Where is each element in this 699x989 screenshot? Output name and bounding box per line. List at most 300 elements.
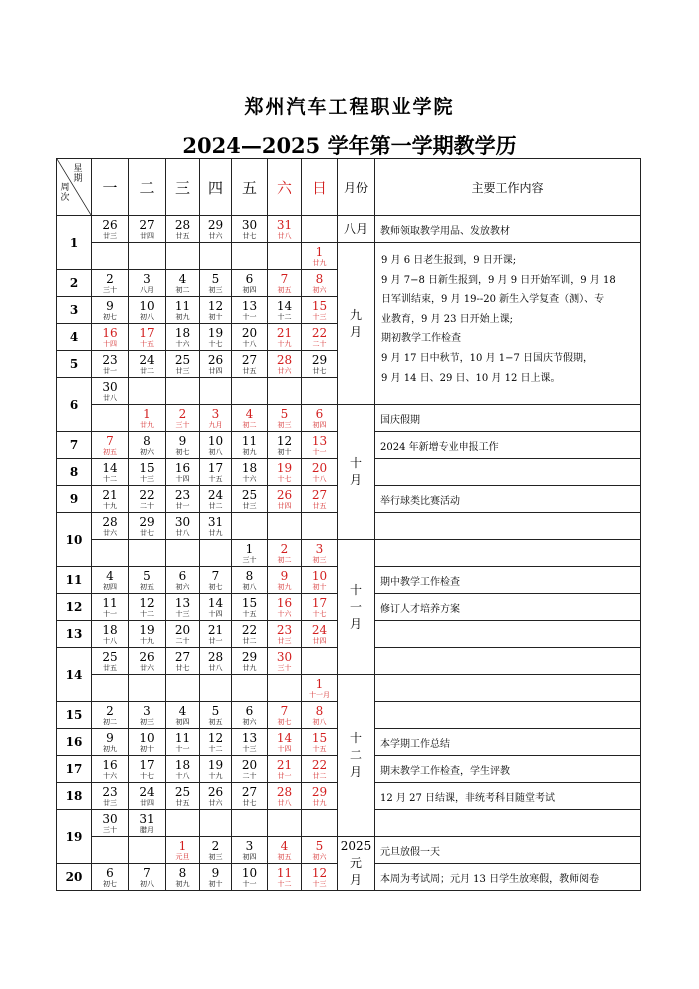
day-number: 29 (241, 649, 258, 664)
day-cell (200, 540, 232, 567)
day-number: 3 (143, 703, 151, 718)
lunar-date: 廿二 (312, 771, 327, 780)
lunar-date: 廿七 (140, 528, 154, 537)
day-cell (232, 513, 268, 540)
day-cell (268, 540, 302, 567)
day-number: 25 (241, 487, 258, 502)
day-cell (166, 783, 200, 810)
lunar-date: 十一 (242, 879, 257, 888)
day-number: 12 (276, 433, 293, 448)
day-number: 23 (174, 487, 191, 502)
lunar-date: 十四 (208, 609, 223, 618)
day-cell (92, 594, 129, 621)
day-number: 31 (207, 514, 224, 529)
work-item (375, 648, 641, 675)
day-number: 7 (280, 271, 289, 286)
lunar-date: 初九 (175, 879, 190, 888)
day-cell (200, 351, 232, 378)
day-number: 2 (106, 703, 114, 718)
day-cell (92, 702, 129, 729)
lunar-date: 初七 (103, 312, 117, 321)
day-cell (92, 513, 129, 540)
day-cell (302, 864, 338, 891)
day-number: 12 (311, 865, 328, 880)
college-title: 郑州汽车工程职业学院 (244, 96, 455, 118)
lunar-date: 初八 (208, 447, 223, 456)
day-number: 20 (174, 622, 191, 637)
day-cell (166, 729, 200, 756)
lunar-date: 廿二 (242, 636, 257, 645)
lunar-date: 初九 (277, 582, 292, 591)
day-cell (302, 756, 338, 783)
week-number: 4 (57, 324, 92, 351)
day-number: 30 (241, 217, 258, 232)
day-cell (302, 324, 338, 351)
month-label: 九 月 (338, 243, 375, 405)
day-cell (268, 837, 302, 864)
week-number: 20 (57, 864, 92, 891)
day-number: 6 (178, 568, 187, 583)
day-cell (302, 675, 338, 702)
calendar-row (57, 540, 641, 567)
day-cell (302, 621, 338, 648)
lunar-date: 二十 (175, 636, 190, 645)
lunar-date: 廿七 (242, 798, 257, 807)
day-number: 20 (311, 460, 328, 475)
lunar-date: 初九 (175, 312, 190, 321)
lunar-date: 十三 (175, 609, 190, 618)
lunar-date: 初六 (312, 852, 327, 861)
day-number: 24 (139, 784, 155, 799)
teaching-calendar-table (56, 158, 641, 891)
day-cell (92, 567, 129, 594)
lunar-date: 初五 (103, 447, 117, 456)
day-cell (302, 783, 338, 810)
day-number: 15 (311, 730, 328, 745)
day-cell (200, 702, 232, 729)
lunar-date: 十五 (140, 339, 154, 348)
lunar-date: 廿九 (312, 258, 327, 267)
day-cell (302, 432, 338, 459)
corner-cell (57, 159, 92, 216)
day-cell (232, 783, 268, 810)
day-cell (232, 459, 268, 486)
day-number: 14 (276, 730, 293, 745)
day-cell (200, 675, 232, 702)
day-cell (268, 459, 302, 486)
day-number: 29 (207, 217, 224, 232)
day-number: 13 (241, 730, 258, 745)
day-cell (232, 405, 268, 432)
day-number: 28 (207, 649, 224, 664)
day-cell (200, 459, 232, 486)
lunar-date: 初五 (277, 285, 292, 294)
day-number: 5 (315, 838, 324, 853)
day-cell (302, 297, 338, 324)
lunar-date: 廿六 (208, 798, 223, 807)
lunar-date: 廿五 (242, 366, 257, 375)
week-number: 9 (57, 486, 92, 513)
day-cell (200, 486, 232, 513)
day-number: 16 (102, 757, 118, 772)
lunar-date: 十八 (175, 771, 190, 780)
day-cell (302, 594, 338, 621)
day-number: 31 (139, 811, 155, 826)
day-cell (92, 216, 129, 243)
calendar-title: 2024—2025 学年第一学期教学历 (182, 133, 517, 158)
day-number: 5 (280, 406, 289, 421)
lunar-date: 廿八 (277, 231, 292, 240)
day-cell (302, 351, 338, 378)
work-item: 期中教学工作检查 (375, 567, 641, 594)
day-number: 24 (139, 352, 155, 367)
lunar-date: 十一 (175, 744, 190, 753)
day-number: 2 (280, 541, 289, 556)
day-number: 1 (178, 838, 187, 853)
day-cell (232, 621, 268, 648)
day-cell (92, 864, 129, 891)
lunar-date: 十四 (103, 339, 117, 348)
lunar-date: 三十 (103, 285, 117, 294)
day-cell (166, 486, 200, 513)
day-cell (92, 486, 129, 513)
day-cell (129, 459, 166, 486)
lunar-date: 初十 (277, 447, 292, 456)
lunar-date: 初九 (242, 447, 257, 456)
day-cell (129, 216, 166, 243)
day-number: 6 (106, 865, 114, 880)
lunar-date: 廿一 (277, 771, 292, 780)
day-cell (268, 675, 302, 702)
lunar-date: 十三 (312, 312, 327, 321)
work-item: 本学期工作总结 (375, 729, 641, 756)
day-cell (129, 297, 166, 324)
day-cell (129, 675, 166, 702)
lunar-date: 十二 (277, 312, 292, 321)
day-cell (302, 459, 338, 486)
corner-day-label: 星 期 (73, 164, 83, 184)
day-cell (166, 351, 200, 378)
lunar-date: 初八 (312, 717, 327, 726)
day-number: 23 (102, 352, 118, 367)
day-number: 26 (139, 649, 155, 664)
day-cell (200, 324, 232, 351)
day-cell (268, 702, 302, 729)
day-number: 3 (315, 541, 324, 556)
lunar-date: 初七 (103, 879, 117, 888)
day-number: 5 (211, 703, 220, 718)
day-number: 16 (102, 325, 118, 340)
day-cell (232, 864, 268, 891)
lunar-date: 十二 (103, 474, 117, 483)
day-cell (200, 270, 232, 297)
lunar-date: 初三 (140, 717, 154, 726)
day-number: 26 (207, 352, 224, 367)
day-number: 17 (207, 460, 224, 475)
day-cell (268, 378, 302, 405)
lunar-date: 廿八 (175, 528, 190, 537)
day-number: 10 (311, 568, 328, 583)
day-number: 4 (245, 406, 254, 421)
day-cell (200, 729, 232, 756)
lunar-date: 十四 (175, 474, 190, 483)
month-label: 十 一 月 (338, 540, 375, 675)
header-wed: 三 (166, 159, 200, 216)
day-number: 1 (143, 406, 151, 421)
day-cell (166, 513, 200, 540)
day-cell (92, 405, 129, 432)
lunar-date: 十二 (208, 744, 223, 753)
day-number: 15 (311, 298, 328, 313)
day-number: 18 (174, 757, 191, 772)
day-cell (129, 810, 166, 837)
week-number: 8 (57, 459, 92, 486)
day-cell (92, 243, 129, 270)
day-cell (129, 378, 166, 405)
day-cell (268, 621, 302, 648)
lunar-date: 元旦 (175, 852, 190, 861)
work-item (375, 513, 641, 540)
lunar-date: 初七 (277, 717, 292, 726)
day-number: 7 (211, 568, 220, 583)
lunar-date: 初四 (242, 285, 257, 294)
lunar-date: 十九 (208, 771, 223, 780)
day-cell (200, 864, 232, 891)
lunar-date: 十二 (140, 609, 154, 618)
lunar-date: 十九 (140, 636, 154, 645)
day-number: 22 (139, 487, 155, 502)
week-number: 6 (57, 378, 92, 432)
day-cell (302, 378, 338, 405)
day-number: 17 (139, 757, 155, 772)
day-number: 28 (276, 352, 293, 367)
day-number: 4 (178, 703, 187, 718)
lunar-date: 初二 (277, 555, 292, 564)
day-cell (166, 297, 200, 324)
lunar-date: 初二 (103, 717, 117, 726)
day-cell (302, 405, 338, 432)
header-mon: 一 (92, 159, 129, 216)
day-cell (302, 243, 338, 270)
day-number: 21 (276, 325, 293, 340)
day-number: 16 (276, 595, 293, 610)
lunar-date: 三十 (277, 663, 292, 672)
lunar-date: 初八 (140, 879, 154, 888)
day-cell (92, 756, 129, 783)
lunar-date: 二十 (242, 771, 257, 780)
day-cell (268, 324, 302, 351)
work-item: 国庆假期 (375, 405, 641, 432)
month-label: 十 二 月 (338, 675, 375, 837)
day-number: 25 (174, 352, 191, 367)
week-number: 7 (57, 432, 92, 459)
day-number: 4 (280, 838, 289, 853)
day-number: 16 (174, 460, 191, 475)
day-number: 21 (102, 487, 118, 502)
day-cell (268, 594, 302, 621)
day-cell (92, 729, 129, 756)
day-cell (166, 540, 200, 567)
day-cell (200, 216, 232, 243)
lunar-date: 廿五 (175, 231, 190, 240)
lunar-date: 廿六 (277, 366, 292, 375)
day-number: 11 (276, 865, 293, 880)
lunar-date: 廿五 (175, 798, 190, 807)
day-number: 1 (315, 676, 324, 691)
day-cell (302, 567, 338, 594)
day-number: 13 (241, 298, 258, 313)
lunar-date: 廿四 (208, 366, 223, 375)
day-number: 26 (102, 217, 118, 232)
day-number: 26 (207, 784, 224, 799)
lunar-date: 初七 (175, 447, 190, 456)
day-cell (232, 378, 268, 405)
day-cell (200, 594, 232, 621)
lunar-date: 廿三 (277, 636, 292, 645)
day-cell (200, 756, 232, 783)
day-cell (232, 702, 268, 729)
day-number: 6 (245, 271, 254, 286)
day-number: 14 (276, 298, 293, 313)
day-cell (129, 648, 166, 675)
lunar-date: 初六 (312, 285, 327, 294)
lunar-date: 廿九 (208, 528, 223, 537)
lunar-date: 初七 (208, 582, 223, 591)
day-number: 14 (102, 460, 118, 475)
day-number: 5 (211, 271, 220, 286)
lunar-date: 廿七 (242, 231, 257, 240)
lunar-date: 十六 (277, 609, 292, 618)
lunar-date: 廿五 (312, 501, 327, 510)
day-number: 12 (139, 595, 155, 610)
lunar-date: 十六 (103, 771, 117, 780)
day-cell (268, 486, 302, 513)
day-cell (92, 621, 129, 648)
lunar-date: 廿一 (175, 501, 190, 510)
day-cell (200, 378, 232, 405)
day-cell (92, 351, 129, 378)
day-number: 22 (311, 757, 328, 772)
day-cell (302, 270, 338, 297)
day-number: 26 (276, 487, 293, 502)
week-number: 19 (57, 810, 92, 864)
day-cell (268, 243, 302, 270)
day-cell (129, 837, 166, 864)
calendar-row (57, 837, 641, 864)
day-number: 7 (106, 433, 114, 448)
day-number: 8 (143, 433, 151, 448)
lunar-date: 廿三 (242, 501, 257, 510)
day-number: 21 (207, 622, 224, 637)
day-cell (268, 270, 302, 297)
day-cell (92, 837, 129, 864)
day-number: 23 (276, 622, 293, 637)
day-number: 19 (276, 460, 293, 475)
day-number: 18 (102, 622, 118, 637)
lunar-date: 初十 (208, 312, 223, 321)
header-tue: 二 (129, 159, 166, 216)
lunar-date: 十七 (140, 771, 154, 780)
day-cell (166, 675, 200, 702)
day-number: 21 (276, 757, 293, 772)
work-item: 举行球类比赛活动 (375, 486, 641, 513)
calendar-row (57, 675, 641, 702)
lunar-date: 初六 (242, 717, 257, 726)
week-number: 13 (57, 621, 92, 648)
day-number: 6 (315, 406, 324, 421)
day-number: 29 (311, 352, 328, 367)
lunar-date: 初二 (242, 420, 257, 429)
day-cell (92, 297, 129, 324)
day-number: 19 (207, 757, 224, 772)
day-cell (166, 270, 200, 297)
lunar-date: 十七 (277, 474, 292, 483)
lunar-date: 十五 (208, 474, 223, 483)
work-item: 元旦放假一天 (375, 837, 641, 864)
day-cell (92, 378, 129, 405)
day-number: 5 (143, 568, 151, 583)
day-cell (302, 540, 338, 567)
work-item: 12 月 27 日结课，非统考科目随堂考试 (375, 783, 641, 810)
day-cell (232, 270, 268, 297)
lunar-date: 廿三 (175, 366, 190, 375)
lunar-date: 初五 (277, 852, 292, 861)
day-number: 19 (207, 325, 224, 340)
lunar-date: 初十 (140, 744, 154, 753)
lunar-date: 初五 (208, 717, 223, 726)
day-cell (302, 810, 338, 837)
day-cell (166, 864, 200, 891)
lunar-date: 初八 (140, 312, 154, 321)
lunar-date: 初三 (312, 555, 327, 564)
day-cell (302, 216, 338, 243)
week-number: 5 (57, 351, 92, 378)
lunar-date: 廿九 (312, 798, 327, 807)
lunar-date: 初四 (103, 582, 117, 591)
day-number: 8 (315, 703, 324, 718)
day-cell (268, 405, 302, 432)
day-number: 27 (241, 784, 258, 799)
day-number: 24 (207, 487, 224, 502)
day-number: 19 (139, 622, 155, 637)
day-number: 7 (280, 703, 289, 718)
day-cell (232, 648, 268, 675)
day-number: 29 (311, 784, 328, 799)
day-cell (129, 324, 166, 351)
lunar-date: 廿三 (103, 798, 117, 807)
day-number: 9 (280, 568, 289, 583)
lunar-date: 初四 (312, 420, 327, 429)
day-cell (302, 837, 338, 864)
day-cell (92, 432, 129, 459)
day-number: 18 (241, 460, 258, 475)
day-cell (129, 405, 166, 432)
header-fri: 五 (232, 159, 268, 216)
lunar-date: 十九 (103, 501, 117, 510)
day-cell (166, 621, 200, 648)
day-cell (129, 270, 166, 297)
day-number: 22 (311, 325, 328, 340)
lunar-date: 十五 (312, 744, 327, 753)
day-number: 30 (174, 514, 191, 529)
lunar-date: 廿三 (103, 231, 117, 240)
lunar-date: 十五 (242, 609, 257, 618)
day-number: 8 (245, 568, 254, 583)
day-number: 17 (311, 595, 328, 610)
day-number: 10 (139, 298, 155, 313)
day-cell (129, 621, 166, 648)
lunar-date: 十四 (277, 744, 292, 753)
